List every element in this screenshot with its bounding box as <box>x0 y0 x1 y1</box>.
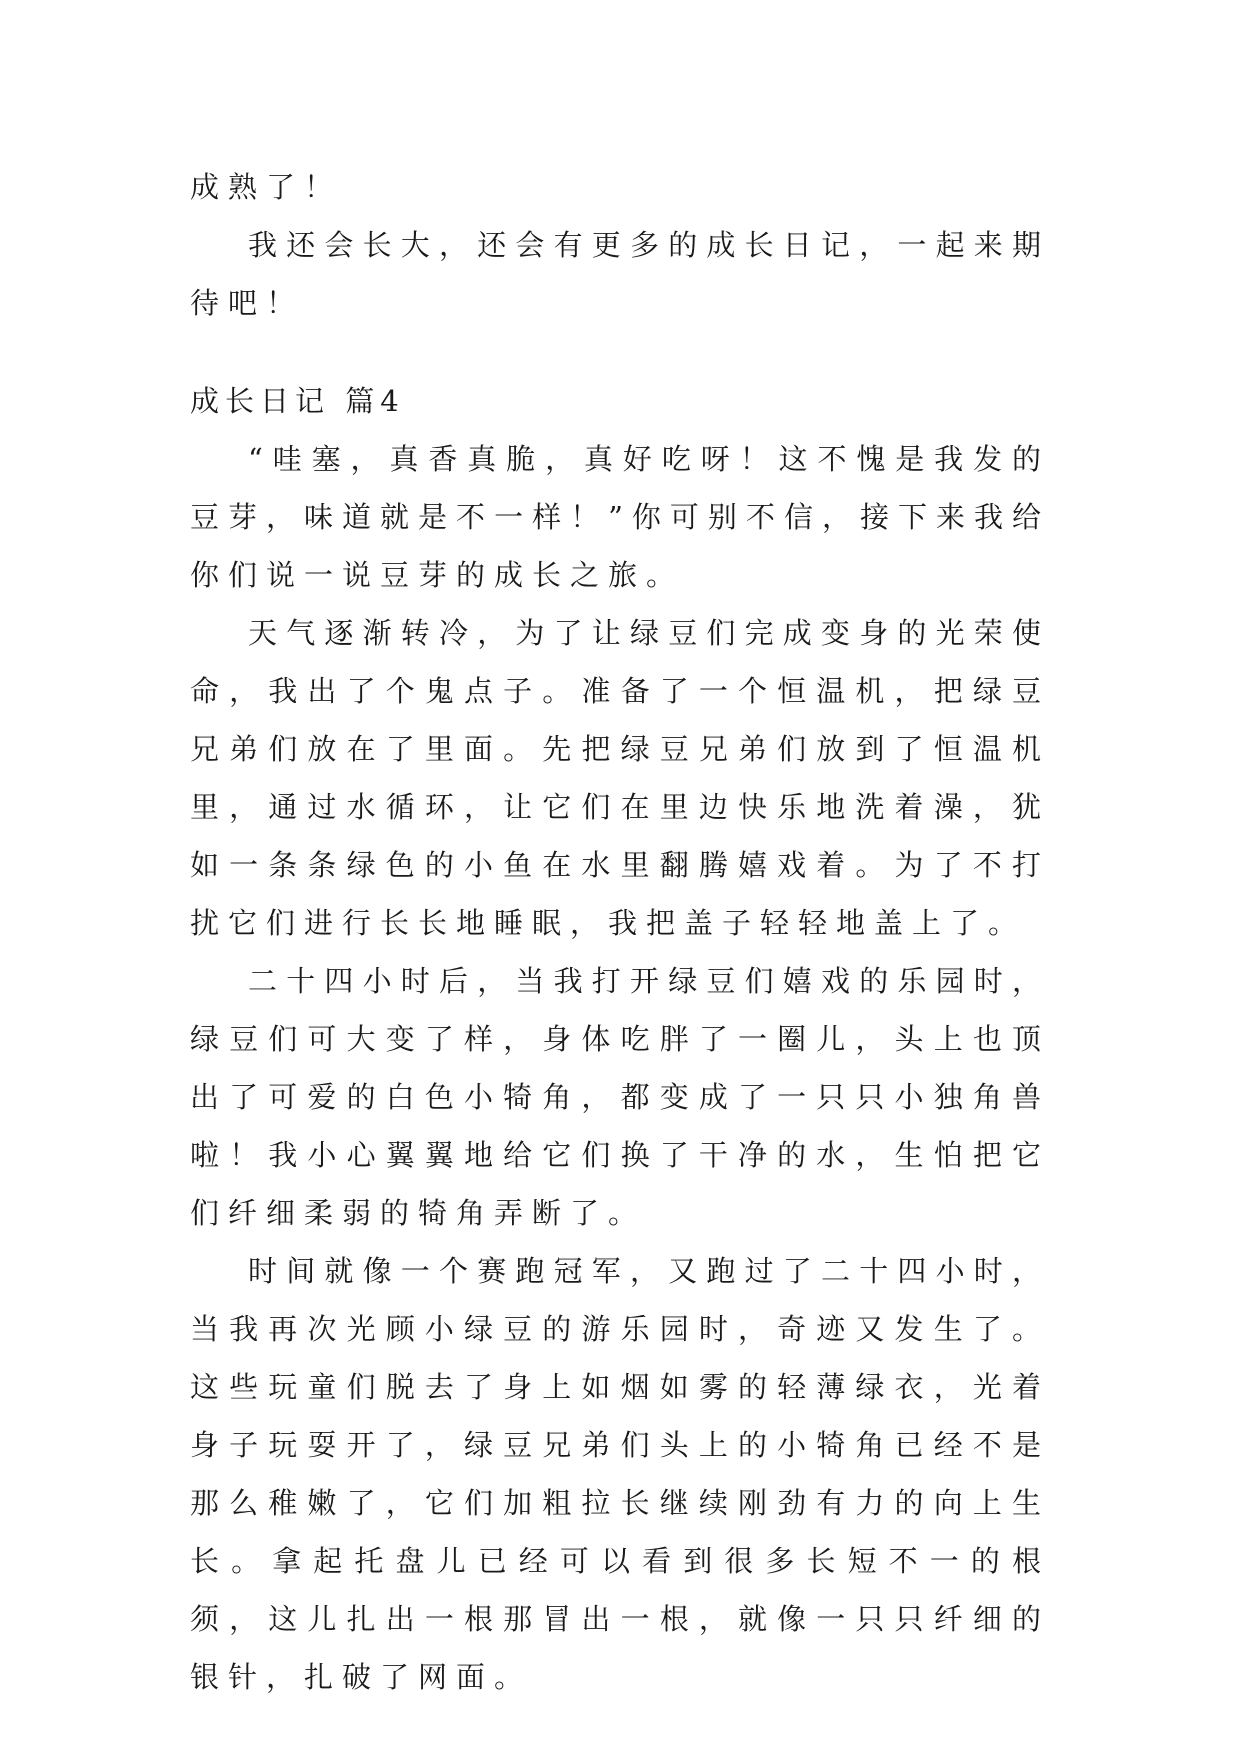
section-title: 成长日记 篇4 <box>190 384 405 418</box>
paragraph-4: 时间就像一个赛跑冠军，又跑过了二十四小时，当我再次光顾小绿豆的游乐园时，奇迹又发生了。这些玩童们脱去了身上如烟如雾的轻薄绿衣，光着身子玩耍开了，绿豆兄弟们头上的小犄角已经不是那么稚嫩了，它们加粗拉长继续刚劲有力的向上生长。拿起托盘儿已经可以看到很多长短不一的根须，这儿扎出一根那冒出一根，就像一只只纤细的银针，扎破了网面。 <box>190 1254 1050 1694</box>
document-body <box>190 158 1050 1706</box>
previous-text-ending: 成熟了！ <box>190 170 343 204</box>
paragraph-2: 天气逐渐转冷，为了让绿豆们完成变身的光荣使命，我出了个鬼点子。准备了一个恒温机，把绿豆兄弟们放在了里面。先把绿豆兄弟们放到了恒温机里，通过水循环，让它们在里边快乐地洗着澡，犹如一条条绿色的小鱼在水里翻腾嬉戏着。为了不打扰它们进行长长地睡眠，我把盖子轻轻地盖上了。 <box>190 616 1050 940</box>
section-gap <box>190 332 1050 372</box>
paragraph-3: 二十四小时后，当我打开绿豆们嬉戏的乐园时，绿豆们可大变了样，身体吃胖了一圈儿，头上也顶出了可爱的白色小犄角，都变成了一只只小独角兽啦！我小心翼翼地给它们换了干净的水，生怕把它们纤细柔弱的犄角弄断了。 <box>190 964 1050 1230</box>
previous-last-paragraph: 我还会长大，还会有更多的成长日记，一起来期待吧！ <box>190 228 1050 320</box>
paragraph-1: “哇塞，真香真脆，真好吃呀！这不愧是我发的豆芽，味道就是不一样！”你可别不信，接下来我给你们说一说豆芽的成长之旅。 <box>190 442 1050 592</box>
